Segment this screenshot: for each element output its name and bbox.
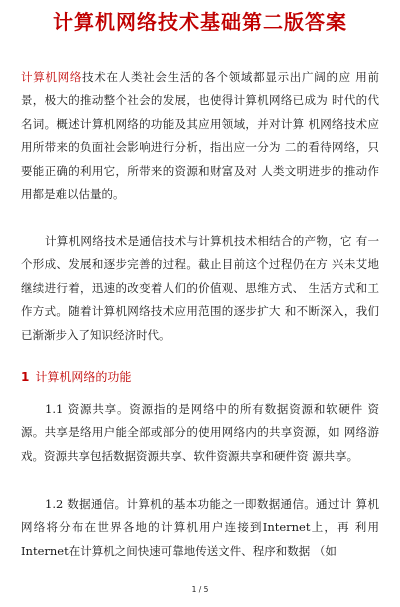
- section-title: 计算机网络的功能: [35, 370, 132, 384]
- section-number: 1: [21, 370, 30, 384]
- item-1-2-text: 1.2 数据通信。计算机的基本功能之一即数据通信。通过计 算机网络将分布在世界各地的计算机用户连接到Internet上，再 利用Internet在计算机之间快速可靠地传送文件、程序和数据 （如: [21, 497, 379, 558]
- item-1-2-paragraph: [21, 493, 379, 563]
- section-heading: [21, 368, 131, 386]
- page-number: 1 / 5: [191, 585, 209, 594]
- intro-paragraph: [21, 66, 379, 206]
- intro-text: 技术在人类社会生活的各个领域都显示出广阔的应 用前景，极大的推动整个社会的发展，也使得计算机网络已成为 时代的代名词。概述计算机网络的功能及其应用领域，并对计算 机网络技术应用所带来的负面社会影响进行分析，指出应一分为 二的看待网络，只要能正确的利用它，所带来的资源和财富及对 人类文明进步的推动作用都是难以估量的。: [21, 70, 379, 202]
- paragraph-2: [21, 230, 379, 347]
- document-title: 计算机网络技术基础第二版答案: [53, 10, 347, 34]
- paragraph-2-text: 计算机网络技术是通信技术与计算机技术相结合的产物，它 有一个形成、发展和逐步完善的过程。截止目前这个过程仍在方 兴未艾地继续进行着，迅速的改变着人们的价值观、思维方式、 生活方式和工作方式。随着计算机网络技术应用范围的逐步扩大 和不断深入，我们已渐渐步入了知识经济时代。: [21, 234, 379, 342]
- intro-lead-term: 计算机网络: [21, 70, 83, 84]
- item-1-1-paragraph: [21, 398, 379, 468]
- item-1-1-text: 1.1 资源共享。资源指的是网络中的所有数据资源和软硬件 资源。共享是络用户能全部或部分的使用网络内的共享资源，如 网络游戏。资源共享包括数据资源共享、软件资源共享和硬件资 源共享。: [21, 402, 379, 463]
